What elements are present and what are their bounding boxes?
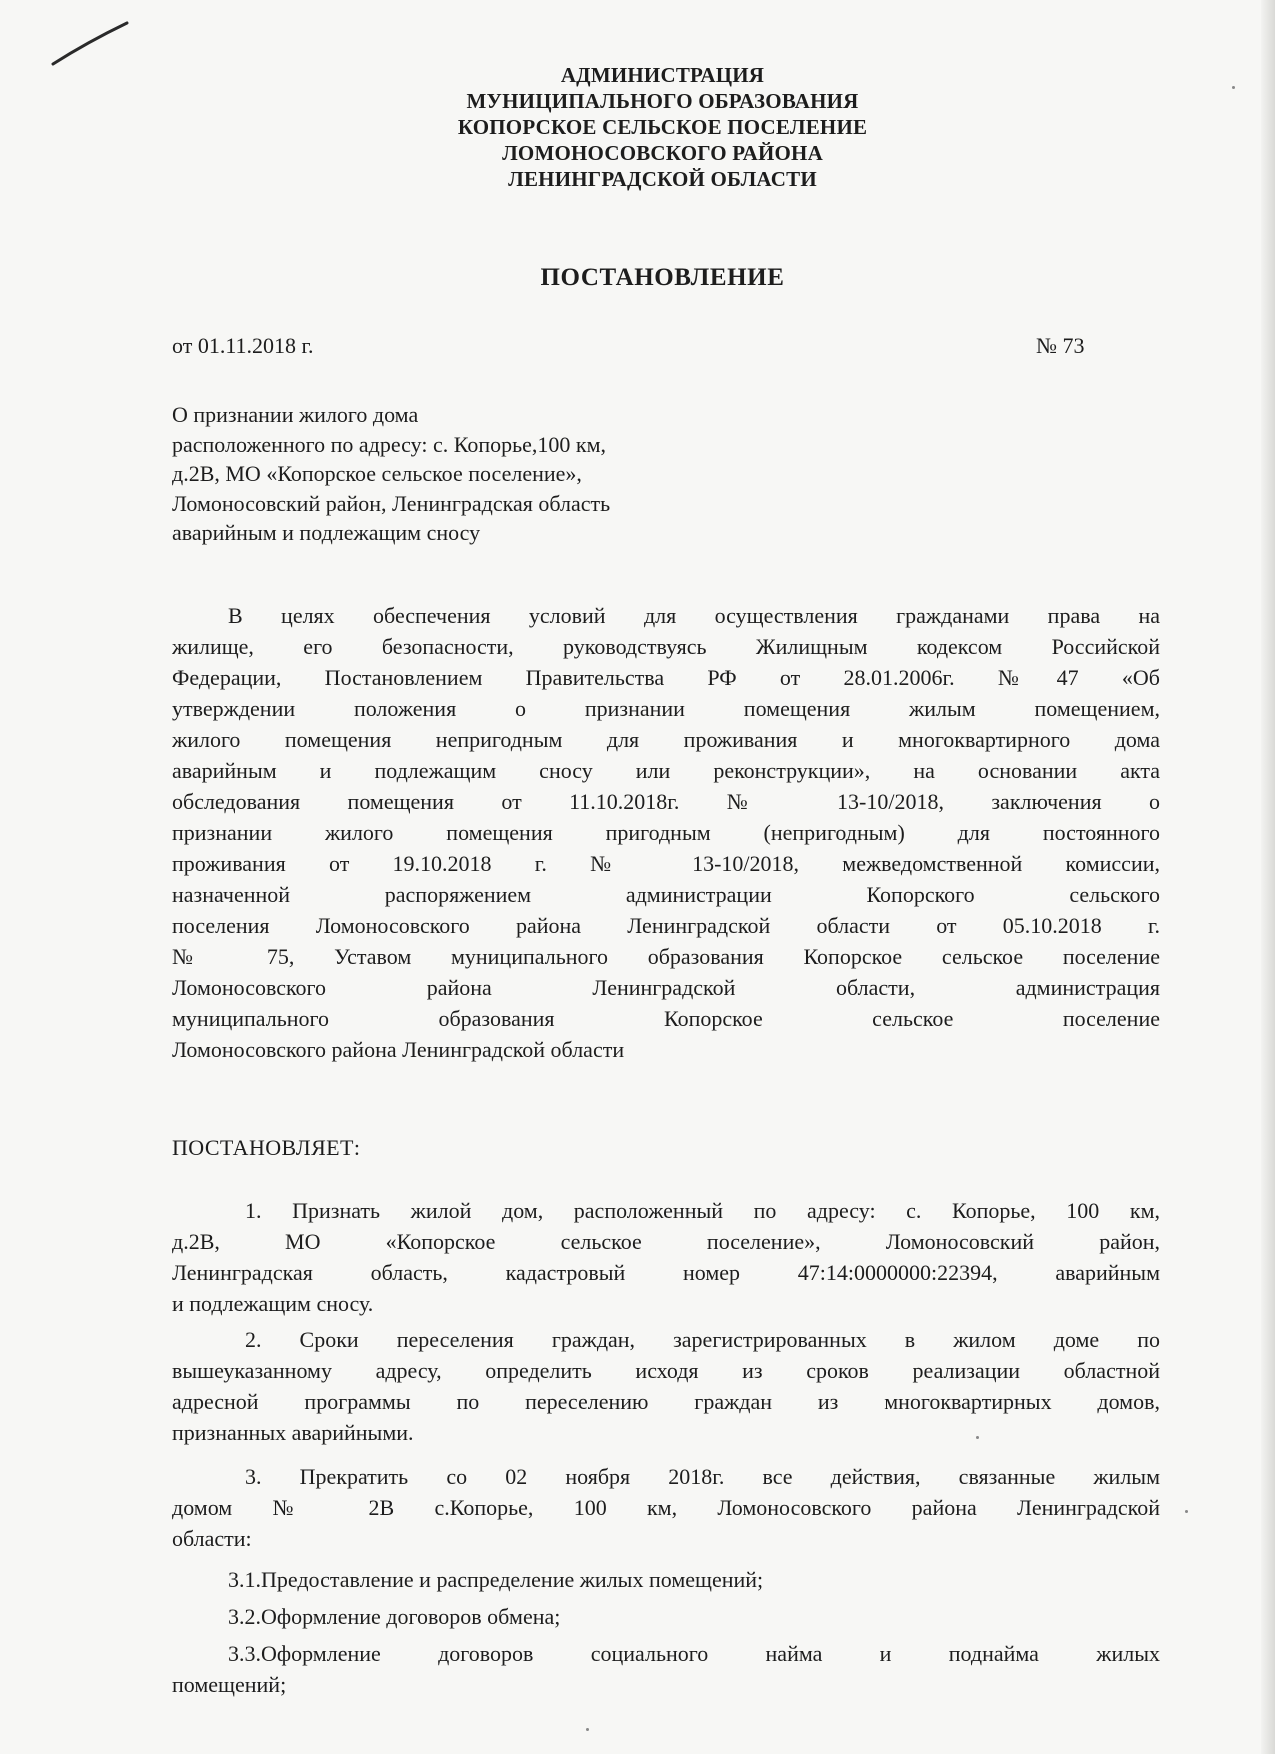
scan-speck: [1185, 1510, 1188, 1513]
preamble-line: поселения Ломоносовского района Ленинградской области от 05.10.2018 г.: [172, 913, 1160, 938]
item-1-line: Ленинградская область, кадастровый номер 47:14:0000000:22394, аварийным: [172, 1260, 1160, 1285]
header-line: ЛЕНИНГРАДСКОЙ ОБЛАСТИ: [508, 167, 817, 191]
header-line: КОПОРСКОЕ СЕЛЬСКОЕ ПОСЕЛЕНИЕ: [457, 115, 868, 139]
document-date: от 01.11.2018 г.: [172, 333, 314, 358]
header-line: МУНИЦИПАЛЬНОГО ОБРАЗОВАНИЯ: [466, 89, 859, 113]
item-3-line: 3. Прекратить со 02 ноября 2018г. все действия, связанные жилым: [245, 1464, 1160, 1489]
preamble-line: жилого помещения непригодным для проживания и многоквартирного дома: [172, 727, 1160, 752]
scan-speck: [1232, 86, 1235, 89]
item-3-2: 3.2.Оформление договоров обмена;: [228, 1604, 561, 1629]
scan-speck: [976, 1436, 979, 1439]
preamble-line: жилище, его безопасности, руководствуясь Жилищным кодексом Российской: [172, 634, 1160, 659]
subject-line: О признании жилого дома: [172, 402, 419, 427]
header-line: АДМИНИСТРАЦИЯ: [560, 63, 765, 87]
issuing-authority-header: [300, 62, 1025, 192]
preamble-line: Федерации, Постановлением Правительства РФ от 28.01.2006г. №47 «Об: [172, 665, 1160, 690]
item-2-line: адресной программы по переселению граждан из многоквартирных домов,: [172, 1389, 1160, 1414]
item-1-line: д.2В, МО «Копорское сельское поселение», Ломоносовский район,: [172, 1229, 1160, 1254]
subject-line: аварийным и подлежащим сносу: [172, 520, 481, 545]
header-line: ЛОМОНОСОВСКОГО РАЙОНА: [502, 141, 823, 165]
item-2-line: признанных аварийными.: [172, 1420, 414, 1445]
subject-line: д.2В, МО «Копорское сельское поселение»,: [172, 461, 582, 486]
resolves-label: ПОСТАНОВЛЯЕТ:: [172, 1135, 361, 1160]
subject-line: Ломоносовский район, Ленинградская область: [172, 490, 611, 516]
item-3-1: 3.1.Предоставление и распределение жилых помещений;: [228, 1567, 764, 1592]
preamble-line: утверждении положения о признании помещения жилым помещением,: [172, 696, 1160, 721]
document-number: № 73: [1036, 333, 1085, 358]
preamble-line: назначенной распоряжением администрации Копорского сельского: [172, 882, 1160, 907]
item-1-line: 1. Признать жилой дом, расположенный по адресу: с. Копорье, 100 км,: [245, 1198, 1160, 1223]
preamble-line: № 75, Уставом муниципального образования Копорское сельское поселение: [172, 944, 1160, 969]
preamble-line: Ломоносовского района Ленинградской области: [172, 1037, 625, 1062]
item-3-line: области:: [172, 1526, 252, 1551]
item-2-line: 2. Сроки переселения граждан, зарегистрированных в жилом доме по: [245, 1327, 1160, 1352]
preamble-line: В целях обеспечения условий для осуществления гражданами права на: [228, 603, 1160, 628]
item-3-3-line: помещений;: [172, 1672, 287, 1697]
item-2-line: вышеуказанному адресу, определить исходя из сроков реализации областной: [172, 1358, 1160, 1383]
subject-line: расположенного по адресу: с. Копорье,100 км,: [172, 431, 607, 457]
item-3-3-line: 3.3.Оформление договоров социального найма и поднайма жилых: [228, 1641, 1160, 1666]
preamble-line: аварийным и подлежащим сносу или реконструкции», на основании акта: [172, 758, 1160, 783]
pen-stroke-mark: [50, 20, 130, 70]
preamble-line: муниципального образования Копорское сельское поселение: [172, 1006, 1160, 1031]
item-3-line: домом № 2В с.Копорье, 100 км, Ломоносовского района Ленинградской: [172, 1495, 1160, 1520]
document-title: ПОСТАНОВЛЕНИЕ: [540, 264, 785, 291]
scan-speck: [586, 1728, 589, 1731]
document-subject: [172, 400, 610, 548]
preamble-line: проживания от 19.10.2018 г. № 13-10/2018, межведомственной комиссии,: [172, 851, 1160, 876]
preamble-line: обследования помещения от 11.10.2018г. № 13-10/2018, заключения о: [172, 789, 1160, 814]
preamble-line: Ломоносовского района Ленинградской области, администрация: [172, 975, 1160, 1000]
scan-edge-shadow: [1261, 0, 1275, 1754]
preamble-line: признании жилого помещения пригодным (непригодным) для постоянного: [172, 820, 1160, 845]
item-1-line: и подлежащим сносу.: [172, 1291, 374, 1316]
